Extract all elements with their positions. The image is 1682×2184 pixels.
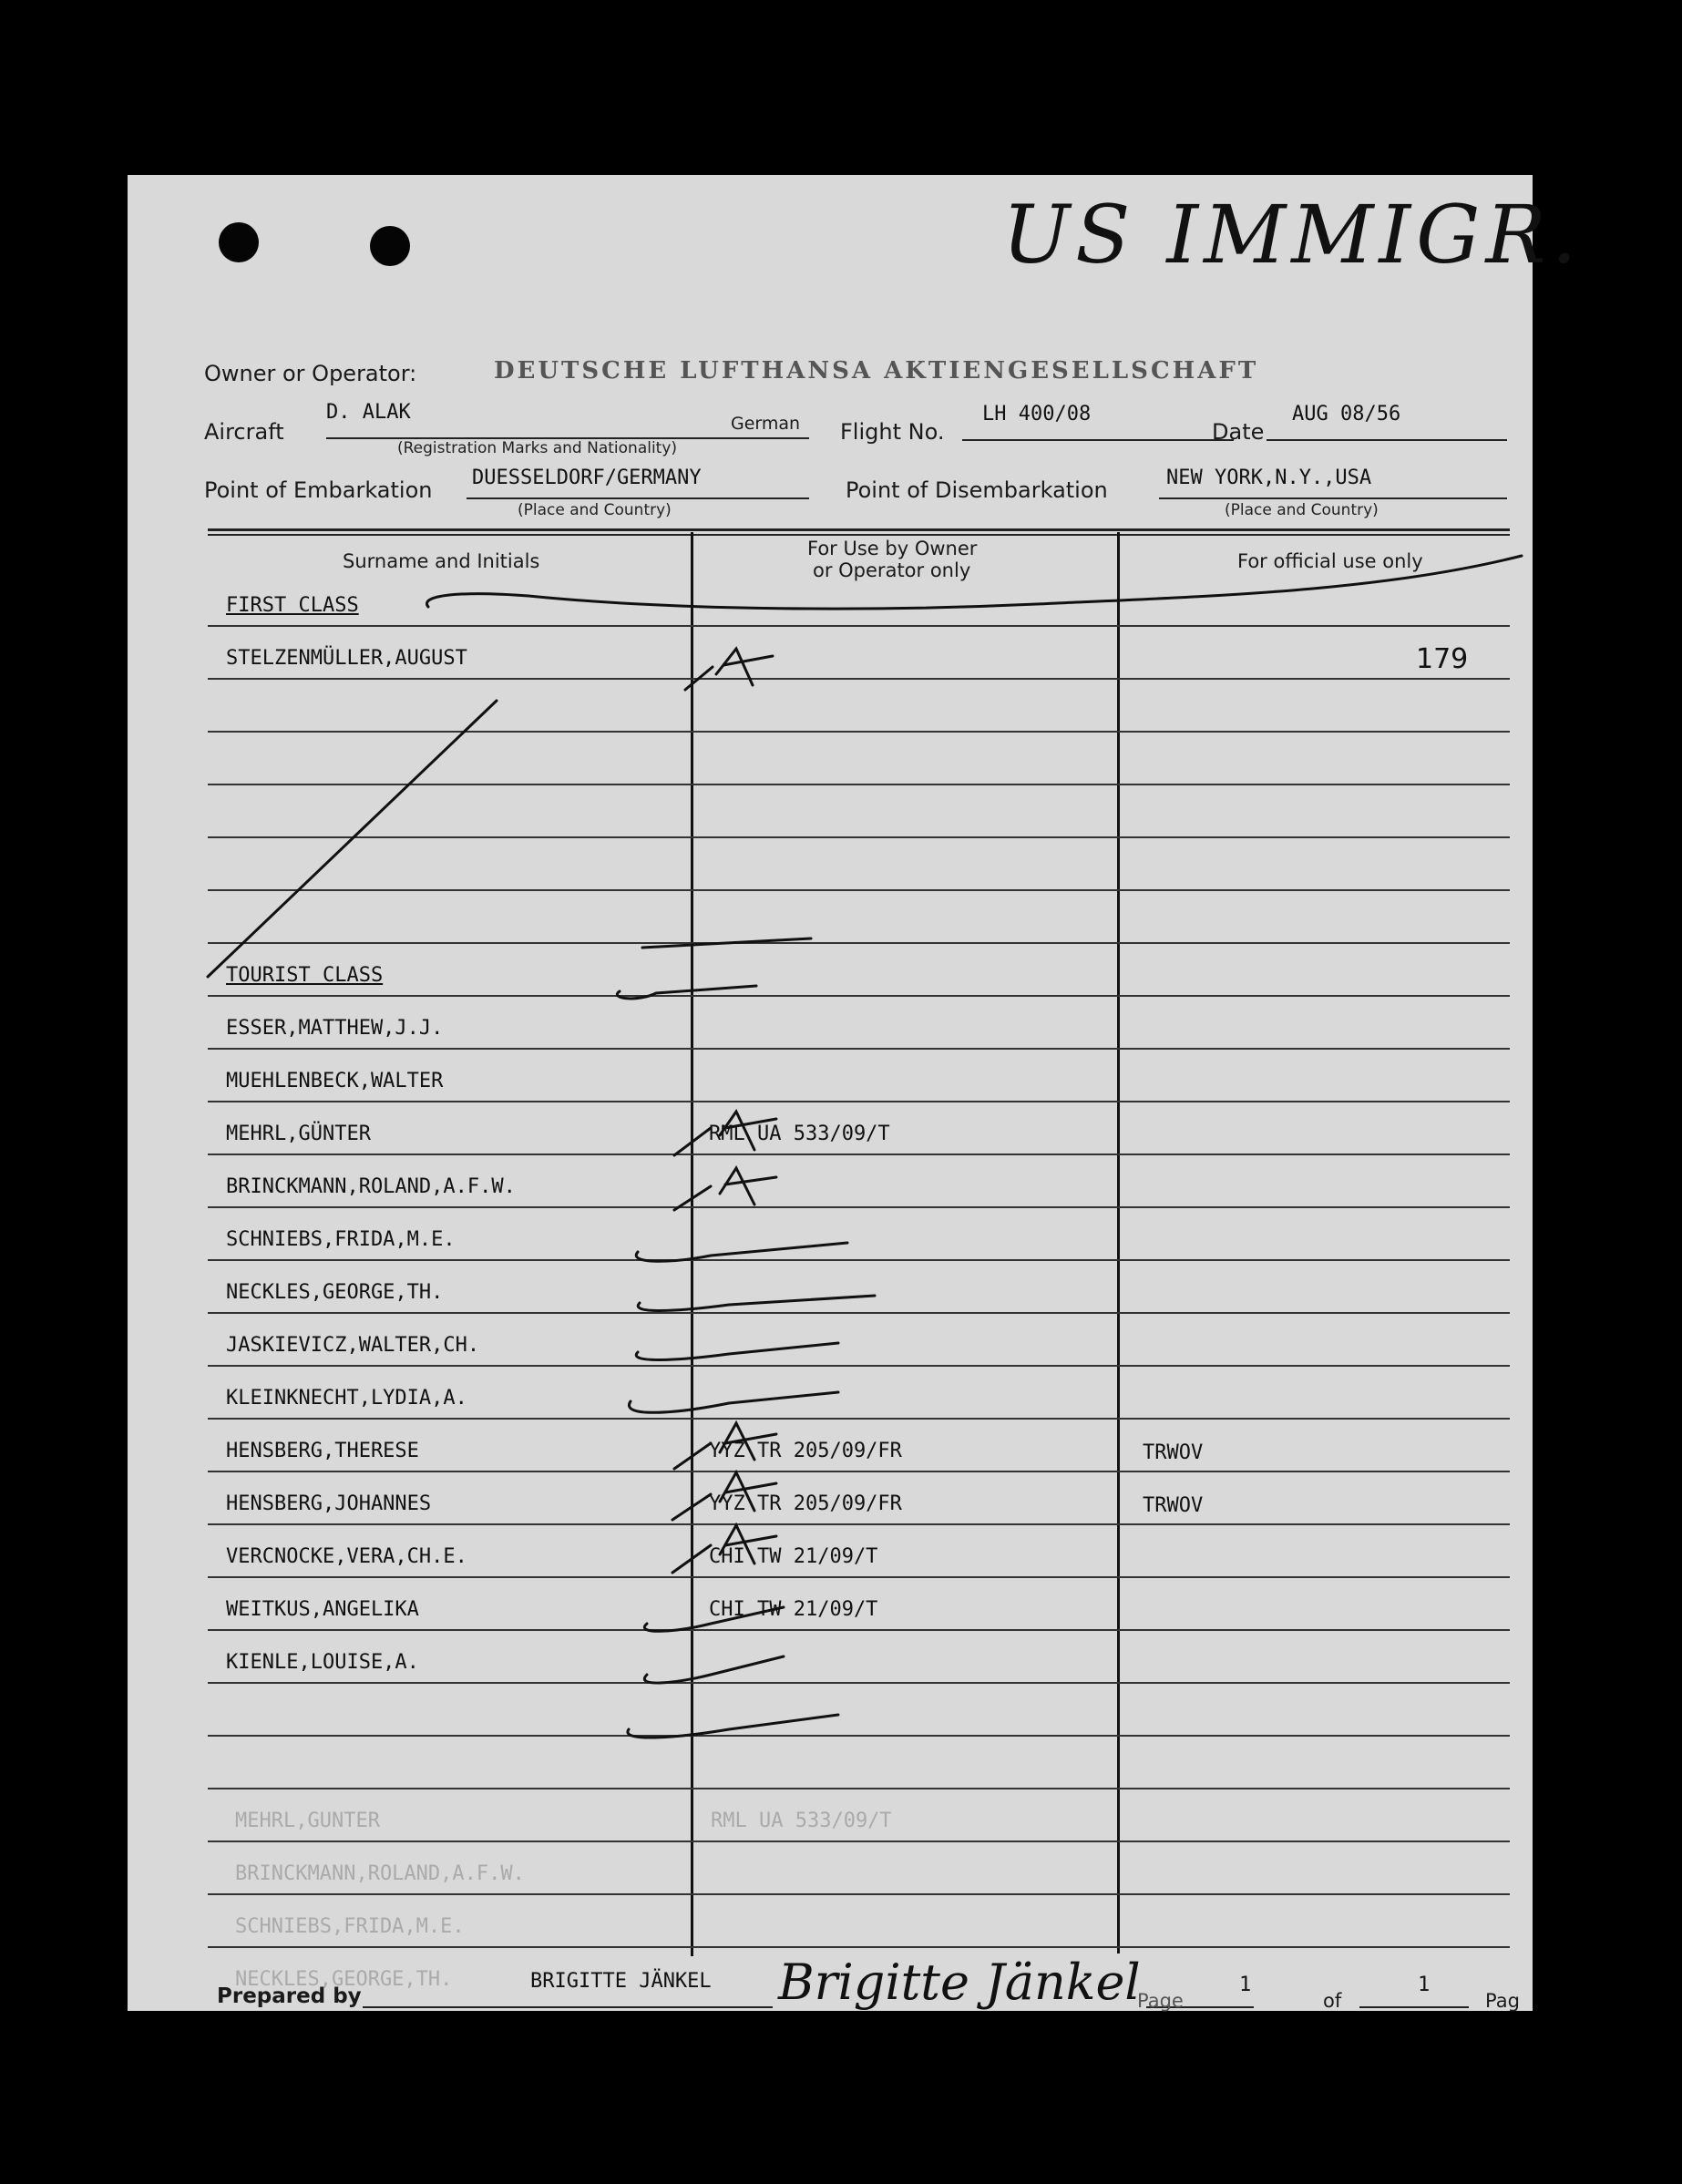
ghost-row: NECKLES,GEORGE,TH. <box>235 1968 453 1991</box>
disembark-label: Point of Disembarkation <box>846 477 1108 503</box>
passenger-name: BRINCKMANN,ROLAND,A.F.W. <box>226 1175 516 1198</box>
official-use-cell: 179 <box>1416 643 1469 675</box>
preparer-signature: Brigitte Jänkel <box>773 1953 1146 2011</box>
owner-use-cell: RML UA 533/09/T <box>709 1123 890 1145</box>
prepared-label: Prepared by <box>217 1984 362 2008</box>
check-mark <box>636 1343 838 1360</box>
official-use-cell: TRWOV <box>1143 1441 1204 1464</box>
check-mark <box>672 1525 776 1573</box>
ghost-row: BRINCKMANN,ROLAND,A.F.W. <box>235 1862 525 1885</box>
pen-marks <box>128 175 1533 2011</box>
owner-use-cell: CHI TW 21/09/T <box>709 1598 878 1621</box>
passenger-name: KIENLE,LOUISE,A. <box>226 1651 419 1674</box>
first-class-dash-stroke <box>426 556 1522 609</box>
col-header-owner-1: For Use by Owner <box>807 538 978 559</box>
check-mark <box>638 1296 875 1311</box>
owner-use-cell: CHI TW 21/09/T <box>709 1545 878 1568</box>
disembark-value: NEW YORK,N.Y.,USA <box>1166 467 1372 489</box>
owner-use-cell: YYZ TR 205/09/FR <box>709 1440 902 1462</box>
manifest-sheet <box>128 175 1583 2012</box>
aircraft-nationality: German <box>731 414 801 434</box>
ghost-row: SCHNIEBS,FRIDA,M.E. <box>235 1915 465 1938</box>
flight-value: LH 400/08 <box>982 403 1092 426</box>
owner-value: DEUTSCHE LUFTHANSA AKTIENGESELLSCHAFT <box>494 357 1259 385</box>
check-mark <box>674 1112 776 1155</box>
passenger-name: MUEHLENBECK,WALTER <box>226 1070 444 1092</box>
check-mark <box>674 1168 776 1210</box>
passenger-name: SCHNIEBS,FRIDA,M.E. <box>226 1228 456 1251</box>
aircraft-label: Aircraft <box>204 419 284 445</box>
col-header-official: For official use only <box>1237 550 1423 572</box>
disembark-caption: (Place and Country) <box>1225 501 1379 519</box>
check-mark <box>642 938 811 948</box>
check-mark <box>644 1607 784 1631</box>
col-header-surname: Surname and Initials <box>343 550 540 572</box>
immigration-annotation: US IMMIGR. <box>1002 188 1583 282</box>
ghost-row: MEHRL,GUNTER <box>235 1810 380 1832</box>
passenger-name: STELZENMÜLLER,AUGUST <box>226 647 467 670</box>
passenger-name: WEITKUS,ANGELIKA <box>226 1598 419 1621</box>
check-mark <box>685 649 773 690</box>
check-mark <box>617 986 756 999</box>
passenger-name: KLEINKNECHT,LYDIA,A. <box>226 1387 467 1410</box>
aircraft-caption: (Registration Marks and Nationality) <box>397 439 678 457</box>
passenger-name: JASKIEVICZ,WALTER,CH. <box>226 1334 480 1357</box>
check-mark <box>674 1423 776 1469</box>
date-label: Date <box>1212 419 1265 445</box>
check-mark <box>636 1243 847 1261</box>
page-value: 1 <box>1239 1974 1252 1996</box>
of-label: of <box>1323 1990 1342 2012</box>
prepared-value: BRIGITTE JÄNKEL <box>525 1970 717 1993</box>
passenger-name: VERCNOCKE,VERA,CH.E. <box>226 1545 467 1568</box>
ghost-row: RML UA 533/09/T <box>711 1810 892 1832</box>
passenger-name: FIRST CLASS <box>226 594 359 617</box>
embark-value: DUESSELDORF/GERMANY <box>472 467 702 489</box>
passenger-name: MEHRL,GÜNTER <box>226 1123 371 1145</box>
col-header-owner-2: or Operator only <box>813 559 971 581</box>
owner-use-cell: YYZ TR 205/09/FR <box>709 1492 902 1515</box>
aircraft-value: D. ALAK <box>326 401 411 424</box>
check-mark <box>644 1656 784 1683</box>
date-value: AUG 08/56 <box>1292 403 1401 426</box>
flight-label: Flight No. <box>840 419 945 445</box>
pages-label: Pag <box>1485 1990 1520 2012</box>
strike-diagonal <box>208 701 497 977</box>
passenger-name: HENSBERG,THERESE <box>226 1440 419 1462</box>
passenger-name: TOURIST CLASS <box>226 964 384 987</box>
passenger-name: NECKLES,GEORGE,TH. <box>226 1281 444 1304</box>
owner-label: Owner or Operator: <box>204 361 417 386</box>
check-mark <box>629 1392 838 1412</box>
passenger-name: HENSBERG,JOHANNES <box>226 1492 432 1515</box>
page-total-value: 1 <box>1418 1974 1431 1996</box>
passenger-name: ESSER,MATTHEW,J.J. <box>226 1017 444 1040</box>
check-mark <box>672 1472 776 1520</box>
official-use-cell: TRWOV <box>1143 1494 1204 1517</box>
check-mark <box>628 1715 838 1738</box>
page-label: Page <box>1137 1990 1184 2012</box>
embark-label: Point of Embarkation <box>204 477 433 503</box>
embark-caption: (Place and Country) <box>518 501 672 519</box>
